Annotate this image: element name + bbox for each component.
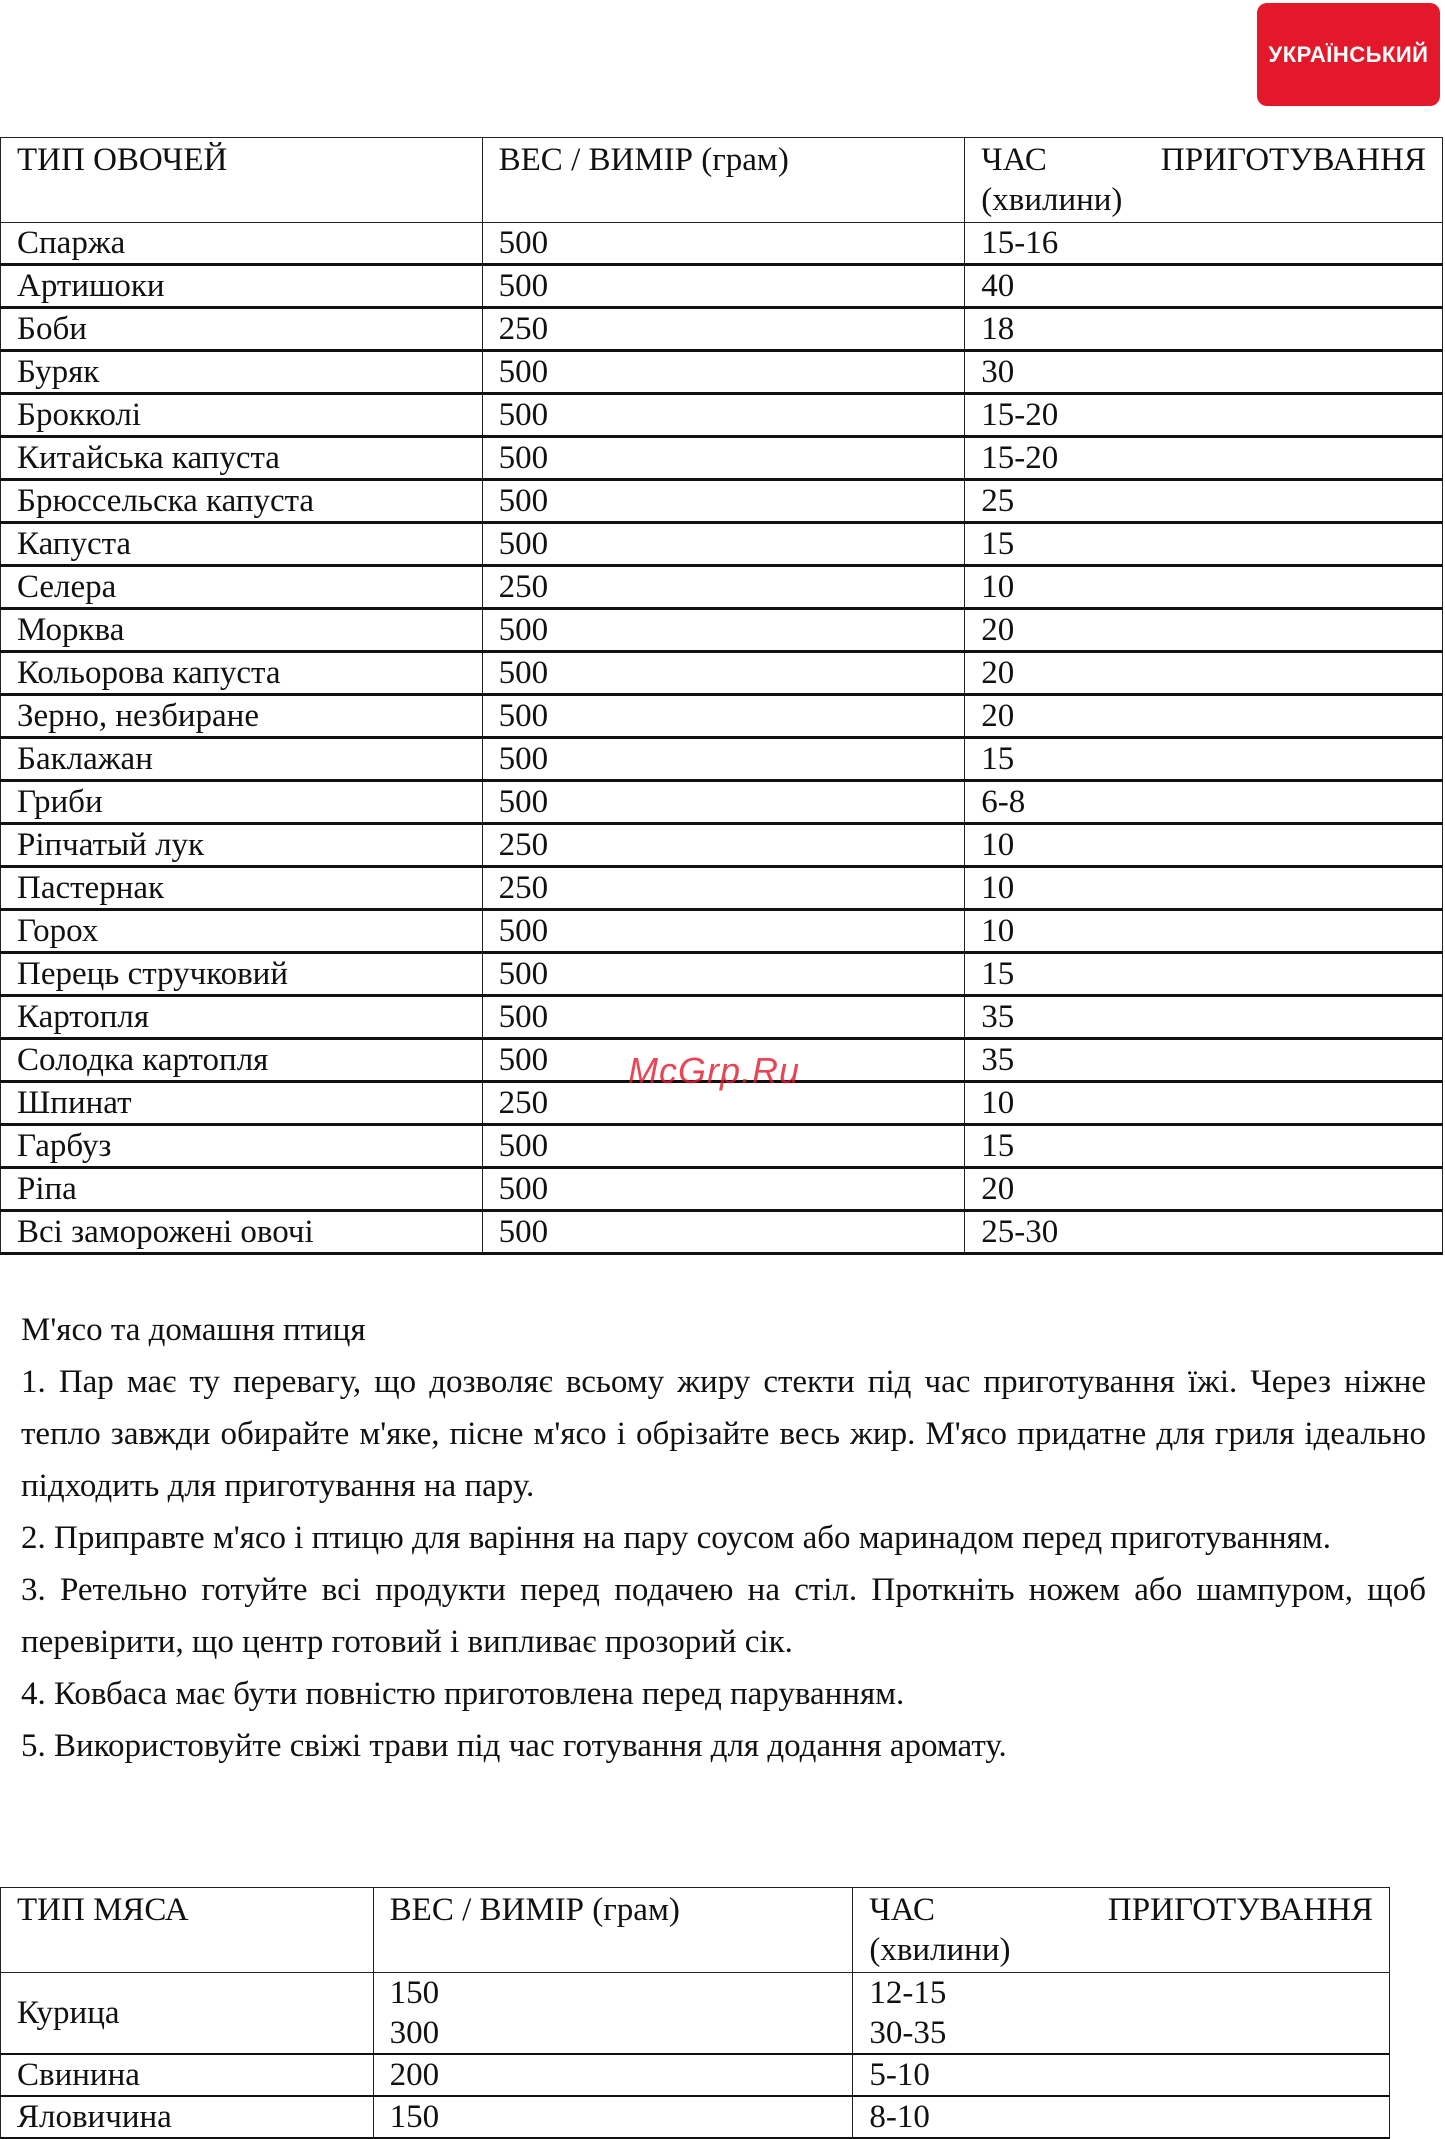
meat-name: Свинина <box>1 2054 374 2096</box>
vegetable-name: Баклажан <box>1 738 483 781</box>
vegetable-time: 40 <box>965 265 1443 308</box>
vegetable-name: Ріпчатый лук <box>1 824 483 867</box>
table-row <box>1 824 1443 867</box>
watermark-text: McGrp.Ru <box>628 1050 801 1091</box>
meat-time <box>853 1973 1390 2055</box>
vegetable-weight: 500 <box>482 351 965 394</box>
vegetable-time: 10 <box>965 824 1443 867</box>
vegetable-time: 6-8 <box>965 781 1443 824</box>
vegetable-time: 30 <box>965 351 1443 394</box>
vegetable-weight: 500 <box>482 781 965 824</box>
vegetable-name: Горох <box>1 910 483 953</box>
header-meat-type: ТИП МЯСА <box>1 1888 374 1973</box>
vegetable-weight: 250 <box>482 566 965 609</box>
vegetable-time: 10 <box>965 566 1443 609</box>
header-minutes-word: (хвилини) <box>869 1932 1011 1968</box>
vegetable-time: 15 <box>965 953 1443 996</box>
table-row <box>1 437 1443 480</box>
meat-weight: 200 <box>373 2054 853 2096</box>
header-vegetable-type: ТИП ОВОЧЕЙ <box>1 138 483 223</box>
vegetable-weight: 500 <box>482 695 965 738</box>
paragraph-3: 3. Ретельно готуйте всі продукти перед подачею на стіл. Проткніть ножем або шампуром, щоб перевірити, що центр готовий і випливає прозорий сік. <box>21 1572 1426 1660</box>
vegetable-name: Гриби <box>1 781 483 824</box>
table-row <box>1 2096 1390 2138</box>
vegetable-name: Буряк <box>1 351 483 394</box>
vegetable-weight: 250 <box>482 867 965 910</box>
weight-value: 150 <box>389 1975 440 2011</box>
header-cooking-time <box>965 138 1443 223</box>
vegetable-time: 15-16 <box>965 223 1443 265</box>
vegetable-time: 15-20 <box>965 394 1443 437</box>
time-value: 12-15 <box>869 1975 947 2011</box>
vegetable-time: 10 <box>965 867 1443 910</box>
table-row <box>1 1211 1443 1254</box>
vegetable-name: Пастернак <box>1 867 483 910</box>
vegetable-time: 15 <box>965 1125 1443 1168</box>
vegetable-weight: 500 <box>482 1039 965 1082</box>
paragraph-2: 2. Приправте м'ясо і птицю для варіння на пару соусом або маринадом перед приготуванням. <box>21 1520 1331 1556</box>
vegetable-name: Солодка картопля <box>1 1039 483 1082</box>
table-row <box>1 652 1443 695</box>
vegetable-name: Шпинат <box>1 1082 483 1125</box>
table-row <box>1 953 1443 996</box>
vegetable-weight: 500 <box>482 523 965 566</box>
table-row <box>1 695 1443 738</box>
vegetable-weight: 500 <box>482 1168 965 1211</box>
paragraph-5: 5. Використовуйте свіжі трави під час готування для додання аромату. <box>21 1728 1007 1764</box>
vegetable-name: Кольорова капуста <box>1 652 483 695</box>
vegetable-name: Спаржа <box>1 223 483 265</box>
section-title: М'ясо та домашня птиця <box>21 1312 366 1348</box>
table-row <box>1 867 1443 910</box>
header-weight: ВЕС / ВИМІР (грам) <box>482 138 965 223</box>
vegetable-time: 35 <box>965 1039 1443 1082</box>
vegetable-time: 35 <box>965 996 1443 1039</box>
meat-cooking-table <box>0 1887 1390 2139</box>
table-row <box>1 308 1443 351</box>
table-row <box>1 738 1443 781</box>
vegetable-weight: 500 <box>482 394 965 437</box>
vegetable-time: 20 <box>965 695 1443 738</box>
table-row <box>1 566 1443 609</box>
header-time-word: ЧАС <box>869 1892 935 1928</box>
meat-time: 5-10 <box>853 2054 1390 2096</box>
vegetable-weight: 500 <box>482 652 965 695</box>
vegetable-name: Артишоки <box>1 265 483 308</box>
meat-name: Яловичина <box>1 2096 374 2138</box>
vegetable-weight: 500 <box>482 738 965 781</box>
vegetable-name: Морква <box>1 609 483 652</box>
vegetable-weight: 500 <box>482 1211 965 1254</box>
vegetable-name: Брокколі <box>1 394 483 437</box>
vegetable-time: 10 <box>965 910 1443 953</box>
vegetable-name: Боби <box>1 308 483 351</box>
table-row <box>1 394 1443 437</box>
vegetable-table-body <box>1 223 1443 1254</box>
language-badge: УКРАЇНСЬКИЙ <box>1257 3 1440 106</box>
vegetable-weight: 500 <box>482 265 965 308</box>
vegetable-weight: 500 <box>482 480 965 523</box>
vegetable-weight: 500 <box>482 1125 965 1168</box>
paragraph-1: 1. Пар має ту перевагу, що дозволяє всьому жиру стекти під час приготування їжі. Через ніжне тепло завжди обирайте м'яке, пісне м'ясо і обрізайте весь жир. М'ясо придатне для гриля ідеально підходить для приготування на пару. <box>21 1364 1426 1504</box>
table-row <box>1 351 1443 394</box>
vegetable-time: 15-20 <box>965 437 1443 480</box>
vegetable-name: Китайська капуста <box>1 437 483 480</box>
table-row <box>1 996 1443 1039</box>
vegetable-table-header <box>1 138 1443 223</box>
vegetable-weight: 500 <box>482 910 965 953</box>
time-value: 30-35 <box>869 2015 947 2051</box>
vegetable-time: 20 <box>965 1168 1443 1211</box>
table-row <box>1 781 1443 824</box>
vegetable-name: Гарбуз <box>1 1125 483 1168</box>
meat-table-header <box>1 1888 1390 1973</box>
meat-poultry-section <box>21 1304 1426 1772</box>
vegetable-name: Брюссельска капуста <box>1 480 483 523</box>
vegetable-time: 20 <box>965 609 1443 652</box>
vegetable-weight: 250 <box>482 824 965 867</box>
meat-time: 8-10 <box>853 2096 1390 2138</box>
vegetable-name: Селера <box>1 566 483 609</box>
vegetable-time: 18 <box>965 308 1443 351</box>
vegetable-weight: 500 <box>482 223 965 265</box>
table-row <box>1 265 1443 308</box>
vegetable-name: Капуста <box>1 523 483 566</box>
header-time-word: ЧАС <box>981 142 1047 178</box>
table-row <box>1 1168 1443 1211</box>
table-row <box>1 910 1443 953</box>
table-row <box>1 1973 1390 2055</box>
table-row <box>1 223 1443 265</box>
vegetable-time: 15 <box>965 738 1443 781</box>
table-row <box>1 2054 1390 2096</box>
vegetable-weight: 500 <box>482 609 965 652</box>
header-weight: ВЕС / ВИМІР (грам) <box>373 1888 853 1973</box>
vegetable-name: Всі заморожені овочі <box>1 1211 483 1254</box>
vegetable-name: Зерно, незбиране <box>1 695 483 738</box>
meat-weight: 150 <box>373 2096 853 2138</box>
vegetable-name: Картопля <box>1 996 483 1039</box>
table-row <box>1 609 1443 652</box>
header-preparation-word: ПРИГОТУВАННЯ <box>1107 1892 1373 1928</box>
weight-value: 300 <box>389 2015 440 2051</box>
header-cooking-time <box>853 1888 1390 1973</box>
header-minutes-word: (хвилини) <box>981 182 1123 218</box>
vegetable-weight: 500 <box>482 996 965 1039</box>
vegetable-weight: 250 <box>482 1082 965 1125</box>
vegetable-time: 25-30 <box>965 1211 1443 1254</box>
vegetable-weight: 500 <box>482 437 965 480</box>
vegetable-time: 25 <box>965 480 1443 523</box>
vegetable-time: 10 <box>965 1082 1443 1125</box>
table-row <box>1 1125 1443 1168</box>
meat-weight <box>373 1973 853 2055</box>
table-row <box>1 480 1443 523</box>
vegetable-time: 20 <box>965 652 1443 695</box>
paragraph-4: 4. Ковбаса має бути повністю приготовлена перед паруванням. <box>21 1676 905 1712</box>
vegetable-weight: 250 <box>482 308 965 351</box>
meat-name: Курица <box>1 1973 374 2055</box>
vegetable-name: Ріпа <box>1 1168 483 1211</box>
vegetable-name: Перець стручковий <box>1 953 483 996</box>
vegetable-weight: 500 <box>482 953 965 996</box>
vegetable-time: 15 <box>965 523 1443 566</box>
header-preparation-word: ПРИГОТУВАННЯ <box>1160 142 1426 178</box>
table-row <box>1 523 1443 566</box>
